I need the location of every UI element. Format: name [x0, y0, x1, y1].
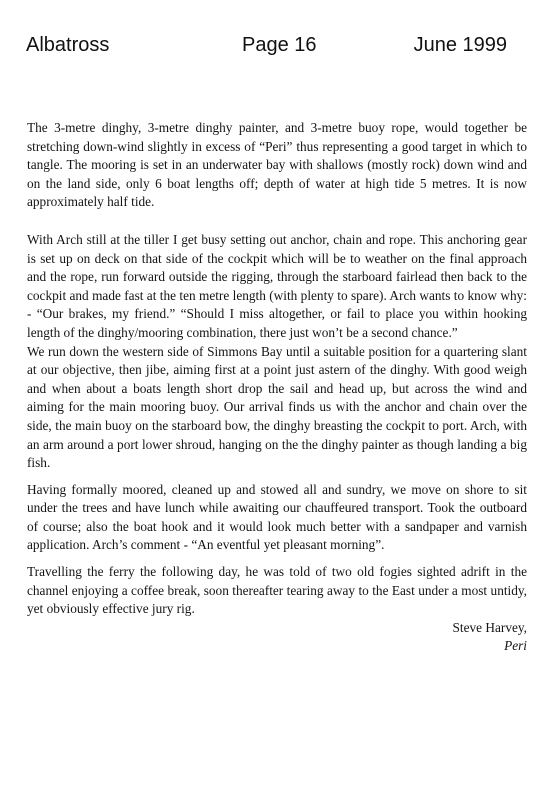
page-header	[26, 34, 507, 64]
issue-date: June 1999	[413, 34, 507, 56]
article-body	[27, 119, 527, 656]
author-name: Steve Harvey,	[452, 619, 527, 635]
paragraph-lunch: Having formally moored, cleaned up and stowed all and sundry, we move on shore to sit under the trees and have lunch while awaiting our chauffeured transport. Took the outboard of course; also the boat hook and it would look much better with a sandpaper and varnish application. Arch’s comment - “An eventful yet pleasant morning”.	[27, 481, 527, 553]
paragraph-anchoring: With Arch still at the tiller I get busy setting out anchor, chain and rope. This anchoring gear is set up on deck on that side of the cockpit which will be to weather on the final approach and the rope, run forward outside the rigging, through the starboard fairlead then back to the cockpit and made fast at the ten metre length (with plenty to spare). Arch wants to know why: - “Our brakes, my friend.” “Should I miss altogether, or fail to place you within hooking length of the dinghy/mooring combination, there just won’t be a second chance.”	[27, 231, 527, 340]
newsletter-title: Albatross	[26, 34, 110, 56]
paragraph-mooring: The 3-metre dinghy, 3-metre dinghy painter, and 3-metre buoy rope, would together be stretching down-wind slightly in excess of “Peri” thus representing a good target in which to tangle. The mooring is set in an underwater bay with shallows (mostly rock) down wind and on the land side, only 6 boat lengths off; depth of water at high tide 5 metres. It is now approximately half tide.	[27, 120, 527, 210]
paragraph-approach: We run down the western side of Simmons Bay until a suitable position for a quartering slant at our objective, then jibe, aiming first at a point just astern of the dinghy. With good weigh and when about a boats length short drop the sail and head up, but across the wind and aiming for the main mooring buoy. Our arrival finds us with the anchor and chain over the side, the main buoy on the starboard bow, the dinghy breasting the cockpit to port. Arch, with an arm around a port lower shroud, hanging on the the dinghy painter as though landing a big fish.	[27, 343, 527, 471]
paragraph-ferry: Travelling the ferry the following day, he was told of two old fogies sighted adrift in the channel enjoying a coffee break, soon thereafter tearing away to the East under a most untidy, yet obviously effective jury rig.	[27, 564, 527, 617]
page-number: Page 16	[242, 34, 317, 56]
author-boat: Peri	[504, 638, 527, 654]
